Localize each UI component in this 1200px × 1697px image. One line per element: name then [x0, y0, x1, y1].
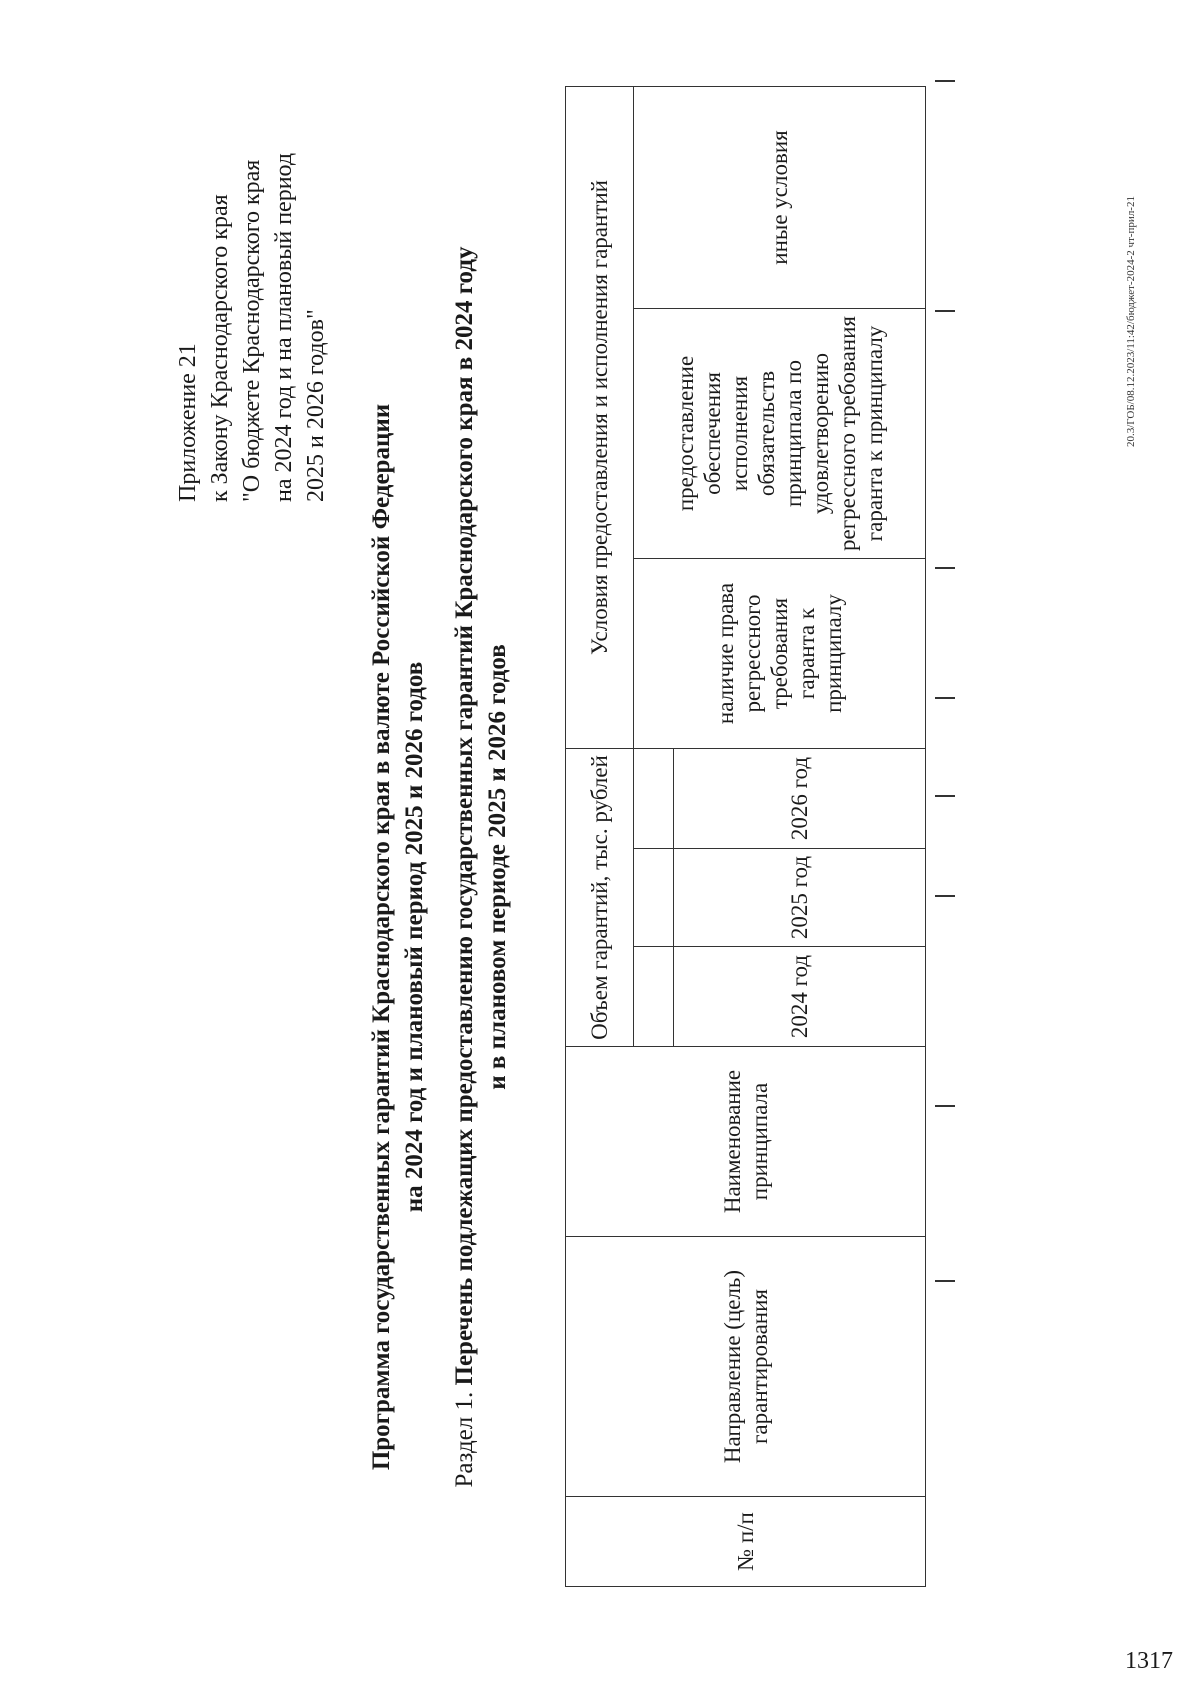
year-spacer: [634, 849, 674, 947]
header-principal: Наименование принципала: [566, 1047, 926, 1237]
year-spacer: [634, 749, 674, 849]
title-line-1: Программа государственных гарантий Краснодарского края в валюте Российской Федерации: [368, 403, 395, 1471]
appendix-line: к Закону Краснодарского края: [207, 194, 233, 502]
header-year-2026: 2026 год: [674, 749, 926, 849]
dash-mark: [935, 568, 955, 570]
header-year-2025: 2025 год: [674, 849, 926, 947]
dash-mark: [935, 796, 955, 798]
page-number: 1317: [1125, 1648, 1173, 1674]
dash-mark: [935, 81, 955, 83]
header-direction: Направление (цель) гарантирования: [566, 1237, 926, 1497]
dash-mark: [935, 896, 955, 898]
year-spacer: [634, 947, 674, 1047]
header-condition-security: предоставление обеспечения исполнения обязательств принципала по удовлетворению регрессного требования гаранта к принципалу: [634, 309, 926, 559]
header-volume: Объем гарантий, тыс. рублей: [566, 749, 634, 1047]
dash-mark: [935, 698, 955, 700]
title-line-2: на 2024 год и плановый период 2025 и 2026 годов: [401, 661, 428, 1213]
document-title: [365, 387, 431, 1487]
dash-mark: [935, 1106, 955, 1108]
section-prefix: Раздел 1.: [451, 1385, 478, 1488]
appendix-line: Приложение 21: [175, 343, 201, 502]
header-condition-regress: наличие права регрессного требования гаранта к принципалу: [634, 559, 926, 749]
appendix-line: на 2024 год и на плановый период: [271, 152, 297, 502]
appendix-line: "О бюджете Краснодарского края: [239, 159, 265, 502]
document-code: 20.3/ГОБ/08.12.2023/11:42/бюджет-2024-2 чт-прил-21: [1125, 196, 1137, 447]
header-condition-other: иные условия: [634, 87, 926, 309]
section-heading: [448, 167, 514, 1567]
guarantees-table: [565, 86, 926, 1587]
header-year-2024: 2024 год: [674, 947, 926, 1047]
section-line-1: Перечень подлежащих предоставлению государственных гарантий Краснодарского края в 2024 году: [451, 246, 478, 1386]
header-number: № п/п: [566, 1497, 926, 1587]
header-conditions: Условия предоставления и исполнения гарантий: [566, 87, 634, 749]
empty-row-marks: [935, 87, 955, 1587]
section-line-2: и в плановом периоде 2025 и 2026 годов: [484, 644, 511, 1090]
dash-mark: [935, 311, 955, 313]
dash-mark: [935, 1281, 955, 1283]
appendix-line: 2025 и 2026 годов": [303, 309, 329, 502]
appendix-header: [172, 22, 332, 502]
